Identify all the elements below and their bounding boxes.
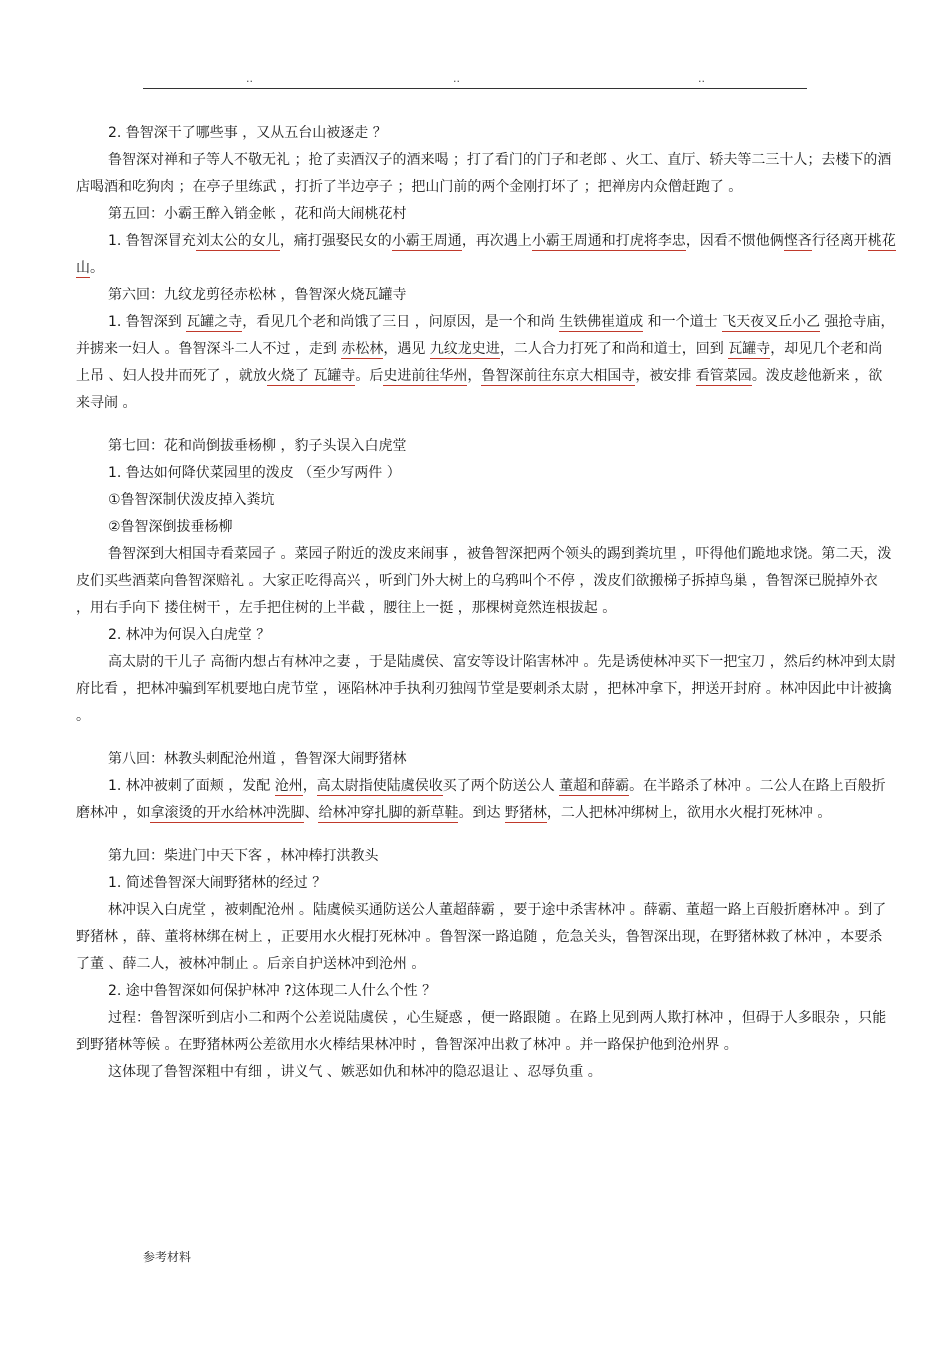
text-run: ，却见几个老和尚上吊 、妇人投井而死了 ，就放 <box>76 341 883 384</box>
underlined-answer: 桃花山 <box>76 233 896 276</box>
header-dot: .. <box>453 72 460 85</box>
text-run: ，二人把林冲绑树上，欲用水火棍打死林冲 。 <box>546 805 832 821</box>
text-run: ， <box>302 778 317 794</box>
underlined-answer: 沧州 <box>274 778 303 794</box>
header-dot: .. <box>246 72 253 85</box>
answer-paragraph: 过程：鲁智深听到店小二和两个公差说陆虞侯 ，心生疑惑 ，便一路跟随 。在路上见到两人欺打林冲 ，但碍于人多眼杂 ，只能到野猪林等候 。在野猪林两公差欲用水火棒结果林冲时 ，鲁智深冲出救了林冲 。并一路保护他到沧州界 。 <box>76 1010 887 1053</box>
text-run: 。泼皮趁他新来 ，欲来寻闹 。 <box>76 368 883 411</box>
underlined-answer: 瓦罐之寺 <box>186 314 243 330</box>
underlined-answer: 九纹龙史进 <box>429 341 500 357</box>
text-run: ，因看不惯他俩 <box>685 233 784 249</box>
underlined-answer: 董超和薛霸 <box>559 778 630 794</box>
text-run: 1. 鲁智深冒充 <box>108 233 196 249</box>
underlined-answer: 赤松林 <box>341 341 384 357</box>
question: 2. 林冲为何误入白虎堂 ？ <box>108 627 271 643</box>
answer-point: ②鲁智深倒拔垂杨柳 <box>108 519 233 535</box>
underlined-answer: 高太尉指使陆虞侯收 <box>316 778 443 794</box>
text-run: 行径离开 <box>811 233 868 249</box>
answer-paragraph <box>76 309 896 417</box>
text-run: ， <box>467 368 482 384</box>
answer-paragraph <box>76 773 896 827</box>
spacer <box>76 417 896 433</box>
text-run: ，遇见 <box>383 341 430 357</box>
question: 2. 鲁智深干了哪些事 ，又从五台山被逐走 ？ <box>108 125 387 141</box>
text-run: ，二人合力打死了和尚和道士，回到 <box>499 341 729 357</box>
question: 2. 途中鲁智深如何保护林冲 ?这体现二人什么个性 ？ <box>108 983 437 999</box>
answer-paragraph: 这体现了鲁智深粗中有细 ，讲义气 、嫉恶如仇和林冲的隐忍退让 、忍辱负重 。 <box>108 1064 602 1080</box>
answer-paragraph: 林冲误入白虎堂 ，被刺配沧州 。陆虞候买通防送公人董超薛霸 ，要于途中杀害林冲 。薛霸、董超一路上百般折磨林冲 。到了野猪林 ，薛、董将林绑在树上 ，正要用水火棍打死林冲 。鲁智深一路追随 ，危急关头，鲁智深出现，在野猪林救了林冲 ，本要杀了董 、薛二人，被林冲制止 。后亲自护送林冲到沧州 。 <box>76 902 887 972</box>
answer-paragraph <box>76 228 896 282</box>
text-run: ，痛打强娶民女的 <box>279 233 392 249</box>
text-run: 强抢寺庙，并掳来一妇人 。鲁智深斗二人不过 ，走到 <box>76 314 895 357</box>
text-run: 。在半路杀了林冲 。二公人在路上百般折磨林冲 ，如 <box>76 778 886 821</box>
text-run: 、 <box>304 805 319 821</box>
page-footer: 参考材料 <box>143 1250 192 1264</box>
underlined-answer: 小霸王周通和打虎将李忠 <box>531 233 686 249</box>
underlined-answer: 瓦罐寺 <box>728 341 771 357</box>
answer-paragraph: 鲁智深到大相国寺看菜园子 。菜园子附近的泼皮来闹事 ，被鲁智深把两个领头的踢到粪坑里 ，吓得他们跪地求饶。第二天，泼皮们买些酒菜向鲁智深赔礼 。大家正吃得高兴 ，听到门外大树上的乌鸦叫个不停 ，泼皮们欲搬梯子拆掉鸟巢 ，鲁智深已脱掉外衣 ，用右手向下 搂住树干 ，左手把住树的上半截 ，腰往上一挺 ，那棵树竟然连根拔起 。 <box>76 546 892 616</box>
text-run: 。后 <box>355 368 384 384</box>
chapter-heading: 第六回：九纹龙剪径赤松林 ，鲁智深火烧瓦罐寺 <box>108 287 407 303</box>
underlined-answer: 史进前往华州 <box>383 368 468 384</box>
spacer <box>76 730 896 746</box>
chapter-heading: 第九回：柴进门中天下客 ，林冲棒打洪教头 <box>108 848 379 864</box>
chapter-heading: 第五回：小霸王醉入销金帐 ，花和尚大闹桃花村 <box>108 206 407 222</box>
document-body <box>76 120 896 1086</box>
underlined-answer: 生铁佛崔道成 <box>559 314 644 330</box>
underlined-answer: 小霸王周通 <box>391 233 462 249</box>
text-run: 。 <box>90 260 104 276</box>
question: 1. 鲁达如何降伏菜园里的泼皮 （至少写两件 ） <box>108 465 401 481</box>
text-run: 买了两个防送公人 <box>442 778 560 794</box>
underlined-answer: 野猪林 <box>504 805 547 821</box>
text-run: ，再次遇上 <box>461 233 532 249</box>
text-run: ，被安排 <box>635 368 696 384</box>
underlined-answer: 悭吝 <box>783 233 812 249</box>
chapter-heading: 第七回：花和尚倒拔垂杨柳 ，豹子头误入白虎堂 <box>108 438 407 454</box>
underlined-answer: 鲁智深前往东京大相国寺 <box>481 368 636 384</box>
underlined-answer: 看管菜园 <box>695 368 752 384</box>
header-rule <box>143 88 807 89</box>
answer-paragraph: 鲁智深对禅和子等人不敬无礼 ；抢了卖酒汉子的酒来喝 ；打了看门的门子和老郎 、火工、直厅、轿夫等二三十人；去楼下的酒店喝酒和吃狗肉 ；在亭子里练武 ，打折了半边亭子 ；把山门前的两个金刚打坏了 ；把禅房内众僧赶跑了 。 <box>76 152 892 195</box>
question: 1. 简述鲁智深大闹野猪林的经过 ？ <box>108 875 327 891</box>
underlined-answer: 刘太公的女儿 <box>195 233 280 249</box>
underlined-answer: 给林冲穿扎脚的新草鞋 <box>318 805 459 821</box>
underlined-answer: 拿滚烫的开水给林冲洗脚 <box>150 805 305 821</box>
text-run: 和一个道士 <box>643 314 723 330</box>
text-run: 1. 鲁智深到 <box>108 314 187 330</box>
underlined-answer: 飞天夜叉丘小乙 <box>722 314 821 330</box>
answer-point: ①鲁智深制伏泼皮掉入粪坑 <box>108 492 275 508</box>
chapter-heading: 第八回：林教头刺配沧州道 ，鲁智深大闹野猪林 <box>108 751 407 767</box>
text-run: 1. 林冲被刺了面颊 ，发配 <box>108 778 275 794</box>
answer-paragraph: 高太尉的干儿子 高衙内想占有林冲之妻 ，于是陆虞侯、富安等设计陷害林冲 。先是诱使林冲买下一把宝刀 ，然后约林冲到太尉府比看 ，把林冲骗到军机要地白虎节堂 ，诬陷林冲手执利刃独闯节堂是要刺杀太尉 ，把林冲拿下，押送开封府 。林冲因此中计被擒 。 <box>76 654 896 724</box>
text-run: 。到达 <box>458 805 505 821</box>
text-run: ，看见几个老和尚饿了三日 ，问原因，是一个和尚 <box>242 314 560 330</box>
header-dot: .. <box>698 72 705 85</box>
underlined-answer: 火烧了 瓦罐寺 <box>266 368 356 384</box>
spacer <box>76 827 896 843</box>
